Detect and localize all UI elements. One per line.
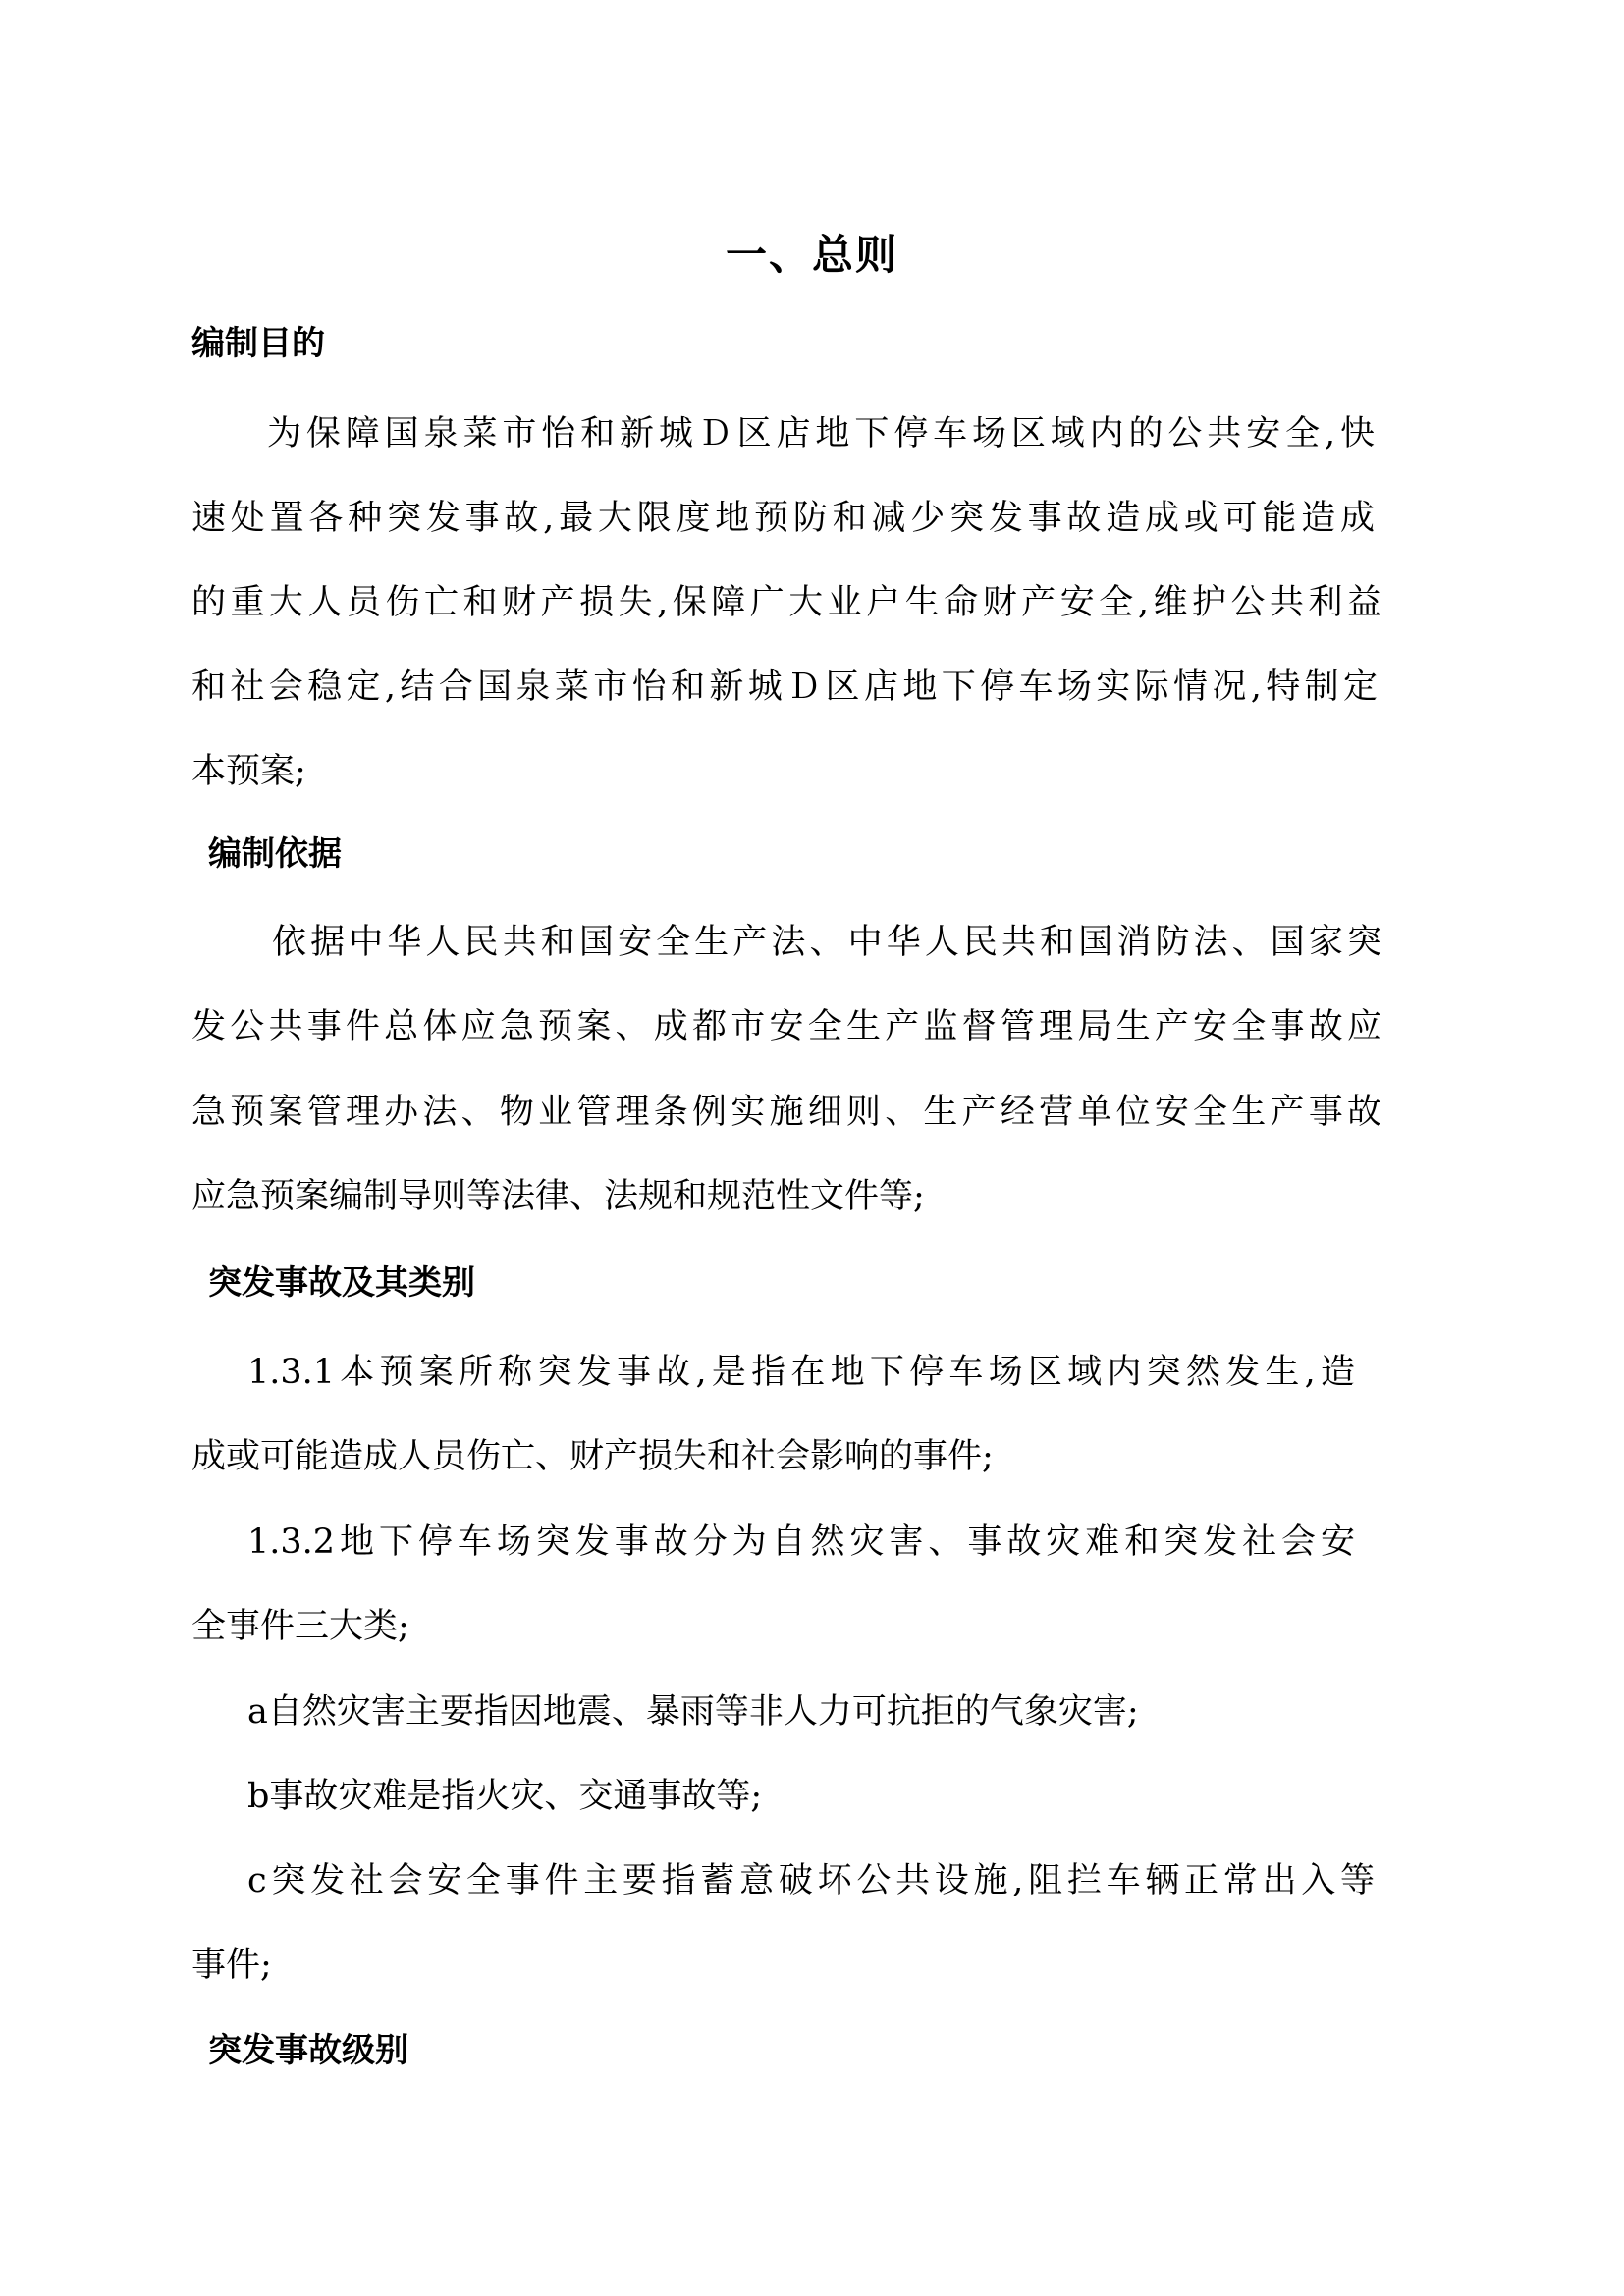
paragraph-line: 1.3.1本预案所称突发事故,是指在地下停车场区域内突然发生,造 bbox=[247, 1353, 1355, 1392]
paragraph-line: 成或可能造成人员伤亡、财产损失和社会影响的事件; bbox=[191, 1437, 994, 1476]
paragraph-line: 急预案管理办法、物业管理条例实施细则、生产经营单位安全生产事故 bbox=[191, 1093, 1381, 1132]
section-heading-purpose: 编制目的 bbox=[191, 324, 325, 363]
paragraph-line: 的重大人员伤亡和财产损失,保障广大业户生命财产安全,维护公共利益 bbox=[191, 583, 1381, 622]
paragraph-line: 本预案; bbox=[191, 752, 306, 791]
chapter-title: 一、总则 bbox=[725, 231, 898, 279]
paragraph-line: 速处置各种突发事故,最大限度地预防和减少突发事故造成或可能造成 bbox=[191, 499, 1375, 538]
paragraph-line: a自然灾害主要指因地震、暴雨等非人力可抗拒的气象灾害; bbox=[247, 1692, 1139, 1732]
section-heading-levels: 突发事故级别 bbox=[208, 2031, 408, 2070]
section-heading-basis: 编制依据 bbox=[208, 834, 342, 874]
paragraph-line: 依据中华人民共和国安全生产法、中华人民共和国消防法、国家突 bbox=[272, 923, 1381, 962]
paragraph-line: 全事件三大类; bbox=[191, 1607, 409, 1646]
section-heading-categories: 突发事故及其类别 bbox=[208, 1263, 475, 1303]
paragraph-line: 事件; bbox=[191, 1946, 272, 1985]
paragraph-line: 为保障国泉菜市怡和新城Ｄ区店地下停车场区域内的公共安全,快 bbox=[267, 414, 1375, 454]
paragraph-line: 应急预案编制导则等法律、法规和规范性文件等; bbox=[191, 1177, 925, 1216]
paragraph-line: 和社会稳定,结合国泉菜市怡和新城Ｄ区店地下停车场实际情况,特制定 bbox=[191, 667, 1378, 707]
paragraph-line: 发公共事件总体应急预案、成都市安全生产监督管理局生产安全事故应 bbox=[191, 1007, 1381, 1046]
paragraph-line: c突发社会安全事件主要指蓄意破坏公共设施,阻拦车辆正常出入等 bbox=[247, 1861, 1375, 1900]
paragraph-line: 1.3.2地下停车场突发事故分为自然灾害、事故灾难和突发社会安 bbox=[247, 1522, 1355, 1562]
paragraph-line: b事故灾难是指火灾、交通事故等; bbox=[247, 1777, 763, 1816]
